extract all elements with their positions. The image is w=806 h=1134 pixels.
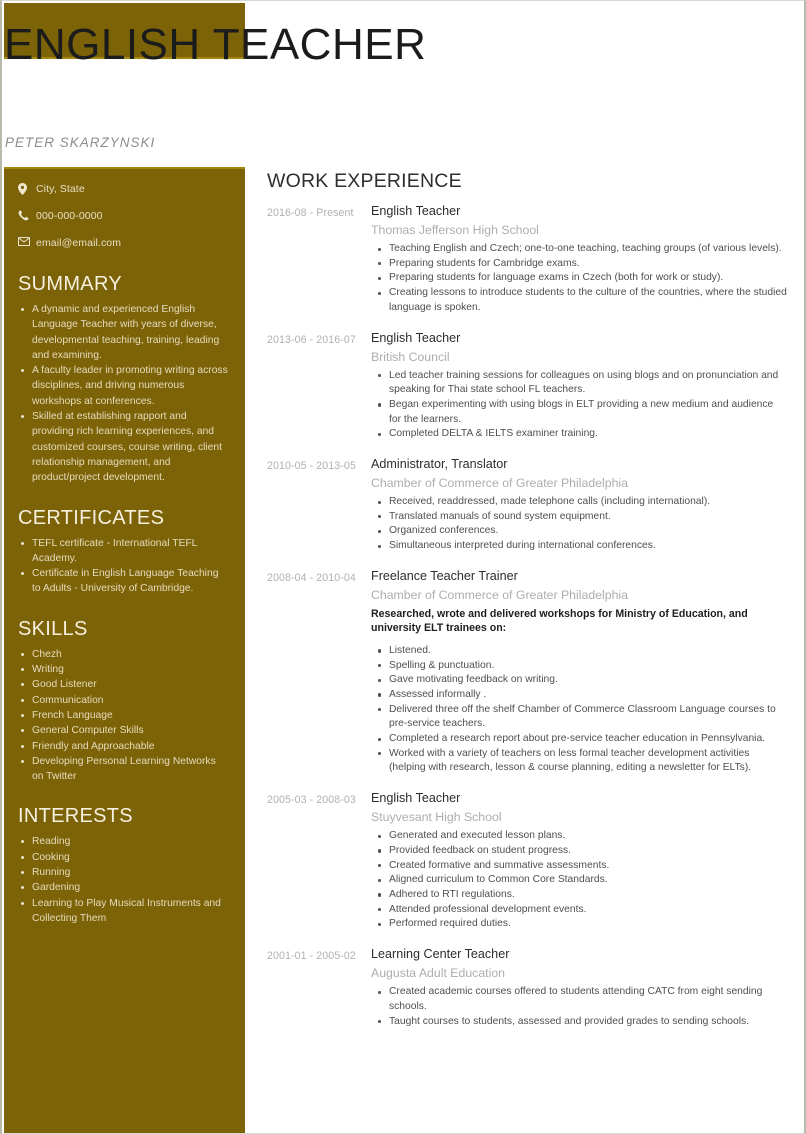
- list-item: French Language: [18, 708, 229, 723]
- envelope-icon: [18, 237, 34, 246]
- job-company: Chamber of Commerce of Greater Philadelphia: [371, 476, 628, 491]
- job-title: Administrator, Translator: [371, 457, 508, 472]
- job-body: [371, 790, 788, 932]
- list-item: Writing: [18, 662, 229, 677]
- skills-list: [18, 647, 229, 785]
- list-item: A faculty leader in promoting writing across disciplines, and driving numerous workshops at conferences.: [18, 363, 229, 409]
- job-lead-text: Researched, wrote and delivered workshops for Ministry of Education, and university ELT trainees on:: [371, 607, 748, 635]
- job-body: [371, 203, 788, 316]
- list-item: Running: [18, 865, 229, 880]
- job-body: [371, 330, 788, 443]
- list-item: Reading: [18, 834, 229, 849]
- job-dates: 2005-03 - 2008-03: [267, 794, 356, 807]
- job-bullets: [371, 369, 788, 443]
- list-item: Generated and executed lesson plans.: [371, 829, 788, 844]
- list-item: Communication: [18, 693, 229, 708]
- list-item: Received, readdressed, made telephone calls (including international).: [371, 495, 788, 510]
- list-item: Gardening: [18, 880, 229, 895]
- list-item: Cooking: [18, 850, 229, 865]
- list-item: Attended professional development events.: [371, 903, 788, 918]
- list-item: Simultaneous interpreted during international conferences.: [371, 539, 788, 554]
- list-item: Developing Personal Learning Networks on Twitter: [18, 754, 229, 785]
- job-entry: [267, 946, 788, 1029]
- job-dates: 2008-04 - 2010-04: [267, 571, 356, 584]
- list-item: Teaching English and Czech; one-to-one teaching, teaching groups (of various levels).: [371, 242, 788, 257]
- list-item: Chezh: [18, 647, 229, 662]
- contact-phone: [18, 210, 229, 223]
- list-item: Created formative and summative assessments.: [371, 859, 788, 874]
- job-entry: [267, 790, 788, 932]
- contact-email-text: email@email.com: [36, 237, 122, 249]
- job-dates: 2013-06 - 2016-07: [267, 333, 356, 346]
- list-item: Preparing students for Cambridge exams.: [371, 257, 788, 272]
- job-title: English Teacher: [371, 330, 461, 345]
- certificates-list: [18, 536, 229, 597]
- job-entry: [267, 203, 788, 316]
- skills-heading: SKILLS: [18, 617, 88, 640]
- page-title: ENGLISH TEACHER: [4, 20, 427, 69]
- job-bullets: [371, 495, 788, 554]
- job-bullets: [371, 985, 788, 1029]
- job-company: Augusta Adult Education: [371, 966, 505, 981]
- list-item: Performed required duties.: [371, 917, 788, 932]
- list-item: Certificate in English Language Teaching to Adults - University of Cambridge.: [18, 566, 229, 597]
- job-body: [371, 568, 788, 776]
- list-item: Learning to Play Musical Instruments and Collecting Them: [18, 896, 229, 927]
- list-item: Worked with a variety of teachers on less formal teacher development activities (helping with research, lesson & course planning, editing a newsletter for ELTs).: [371, 747, 788, 776]
- list-item: Adhered to RTI regulations.: [371, 888, 788, 903]
- left-column: [2, 1, 245, 1134]
- list-item: Taught courses to students, assessed and provided grades to sending schools.: [371, 1015, 788, 1030]
- list-item: A dynamic and experienced English Language Teacher with years of diverse, developmental teaching, training, leading and examining.: [18, 302, 229, 363]
- sidebar: [4, 167, 245, 1133]
- interests-heading: INTERESTS: [18, 805, 133, 828]
- job-company: Thomas Jefferson High School: [371, 223, 539, 237]
- contact-email: [18, 237, 229, 250]
- interests-list: [18, 834, 229, 926]
- list-item: Spelling & punctuation.: [371, 659, 788, 674]
- job-company: British Council: [371, 349, 450, 364]
- work-experience-heading: WORK EXPERIENCE: [267, 170, 462, 192]
- job-entry: [267, 456, 788, 554]
- job-dates: 2016-08 - Present: [267, 207, 354, 219]
- list-item: Listened.: [371, 644, 788, 659]
- headline-block: [2, 59, 245, 167]
- location-pin-icon: [18, 183, 34, 195]
- job-dates: 2010-05 - 2013-05: [267, 460, 356, 473]
- certificates-heading: CERTIFICATES: [18, 506, 165, 529]
- job-bullets: [371, 242, 788, 316]
- job-dates: 2001-01 - 2005-02: [267, 950, 356, 963]
- list-item: TEFL certificate - International TEFL Academy.: [18, 536, 229, 567]
- contact-location: [18, 183, 229, 196]
- list-item: Completed a research report about pre-service teacher education in Pennsylvania.: [371, 732, 788, 747]
- job-bullets: [371, 644, 788, 776]
- contact-location-text: City, State: [36, 183, 85, 195]
- job-body: [371, 456, 788, 554]
- job-company: Chamber of Commerce of Greater Philadelphia: [371, 587, 628, 602]
- list-item: Organized conferences.: [371, 524, 788, 539]
- list-item: Assessed informally .: [371, 688, 788, 703]
- summary-list: [18, 302, 229, 486]
- job-title: English Teacher: [371, 791, 461, 806]
- job-entry: [267, 568, 788, 776]
- list-item: Created academic courses offered to students attending CATC from eight sending schools.: [371, 985, 788, 1014]
- job-title: Learning Center Teacher: [371, 947, 510, 962]
- list-item: Good Listener: [18, 677, 229, 692]
- main-content: [245, 1, 802, 1043]
- list-item: Delivered three off the shelf Chamber of Commerce Classroom Language courses to pre-service teachers.: [371, 703, 788, 732]
- list-item: Translated manuals of sound system equipment.: [371, 510, 788, 525]
- job-title: Freelance Teacher Trainer: [371, 568, 518, 583]
- phone-icon: [18, 210, 34, 221]
- list-item: Skilled at establishing rapport and providing rich learning experiences, and customized courses, course writing, client relationship management, and product/project development.: [18, 409, 229, 485]
- list-item: Led teacher training sessions for colleagues on using blogs and on pronunciation and speaking for Thai state school FL teachers.: [371, 369, 788, 398]
- list-item: Completed DELTA & IELTS examiner training.: [371, 427, 788, 442]
- candidate-name: PETER SKARZYNSKI: [5, 135, 156, 150]
- contact-phone-text: 000-000-0000: [36, 210, 103, 222]
- job-entry: [267, 330, 788, 443]
- list-item: Gave motivating feedback on writing.: [371, 673, 788, 688]
- job-bullets: [371, 829, 788, 932]
- job-title: English Teacher: [371, 204, 461, 218]
- list-item: Provided feedback on student progress.: [371, 844, 788, 859]
- list-item: Creating lessons to introduce students to the culture of the countries, where the studied language is spoken.: [371, 286, 788, 315]
- list-item: Aligned curriculum to Common Core Standards.: [371, 873, 788, 888]
- summary-heading: SUMMARY: [18, 273, 122, 295]
- job-company: Stuyvesant High School: [371, 810, 502, 825]
- list-item: Preparing students for language exams in Czech (both for work or study).: [371, 271, 788, 286]
- list-item: Began experimenting with using blogs in ELT providing a new medium and audience for the learners.: [371, 398, 788, 427]
- list-item: General Computer Skills: [18, 723, 229, 738]
- list-item: Friendly and Approachable: [18, 739, 229, 754]
- job-body: [371, 946, 788, 1029]
